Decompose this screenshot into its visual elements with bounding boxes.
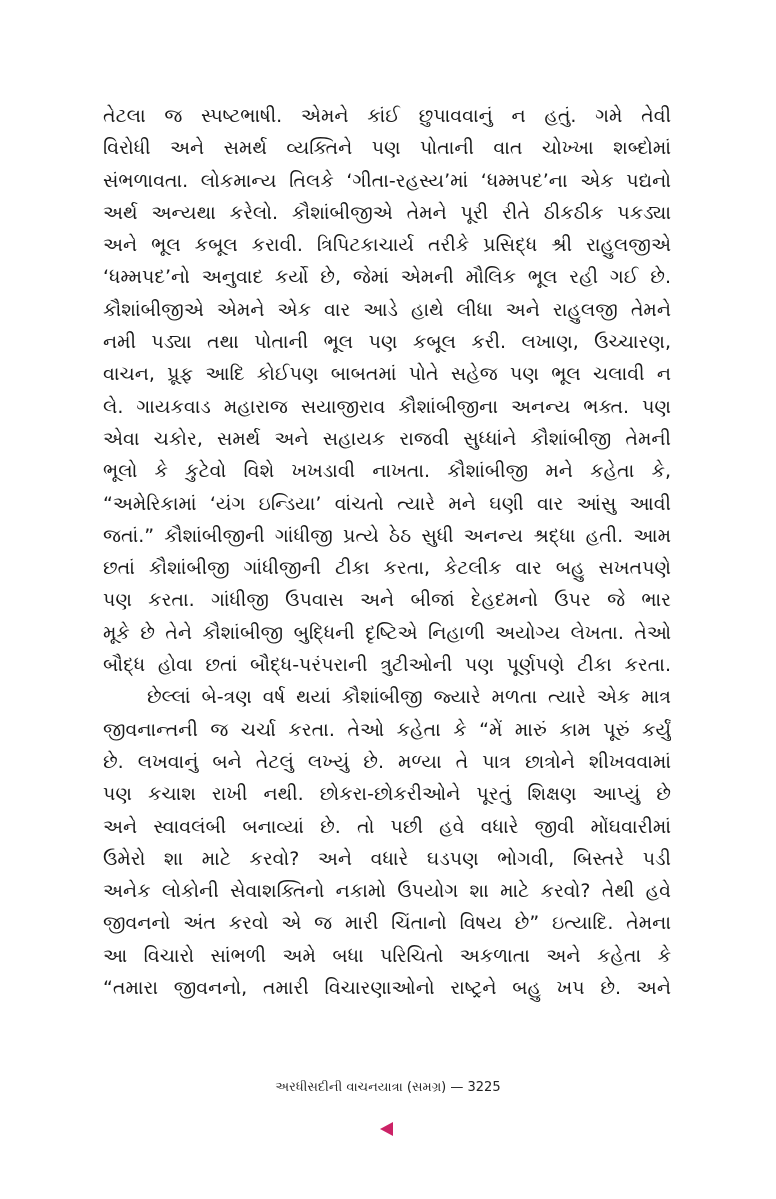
text-line: જીવનનો અંત કરવો એ જ મારી ચિંતાનો વિષય છે” ઇત્યાદિ. તેમના <box>103 912 671 935</box>
text-line: છે. લખવાનું બને તેટલું લખ્યું છે. મળ્યા તે પાત્ર છાત્રોને શીખવવામાં <box>103 750 671 773</box>
text-line: જીવનાન્તની જ ચર્ચા કરતા. તેઓ કહેતા કે “મેં મારું કામ પૂરું કર્યું <box>103 718 671 741</box>
previous-page-arrow-icon[interactable] <box>380 1122 393 1136</box>
text-line: અને ભૂલ કબૂલ કરાવી. ત્રિપિટકાચાર્ય તરીકે પ્રસિદ્ધ શ્રી રાહુલજીએ <box>103 234 671 257</box>
text-line: તેટલા જ સ્પષ્ટભાષી. એમને કાંઈ છુપાવવાનું ન હતું. ગમે તેવી <box>103 105 671 127</box>
text-line: છતાં કૌશાંબીજી ગાંધીજીની ટીકા કરતા, કેટલીક વાર બહુ સખતપણે <box>103 557 671 580</box>
text-line: પણ કચાશ રાખી નથી. છોકરા-છોકરીઓને પૂરતું શિક્ષણ આપ્યું છે <box>103 783 671 806</box>
text-line: વાચન, પ્રૂફ આદિ કોઈપણ બાબતમાં પોતે સહેજ પણ ભૂલ ચલાવી ન <box>103 363 671 386</box>
body-text <box>103 100 671 1004</box>
text-line: “અમેરિકામાં ‘યંગ ઇન્ડિયા’ વાંચતો ત્યારે મને ઘણી વાર આંસુ આવી <box>103 492 671 515</box>
text-line: વિરોધી અને સમર્થ વ્યક્તિને પણ પોતાની વાત ચોખ્ખા શબ્દોમાં <box>103 137 671 160</box>
text-line: ‘ધમ્મપદ’નો અનુવાદ કર્યો છે, જેમાં એમની મૌલિક ભૂલ રહી ગઈ છે. <box>103 266 671 289</box>
text-line: “તમારા જીવનનો, તમારી વિચારણાઓનો રાષ્ટ્રને બહુ ખપ છે. અને <box>103 977 671 1000</box>
paragraph-2 <box>103 681 671 1004</box>
text-line: કૌશાંબીજીએ એમને એક વાર આડે હાથે લીધા અને રાહુલજી તેમને <box>103 298 671 321</box>
text-line: એવા ચકોર, સમર્થ અને સહાયક રાજવી સુધ્ધાંને કૌશાંબીજી તેમની <box>103 427 671 450</box>
text-line: અને સ્વાવલંબી બનાવ્યાં છે. તો પછી હવે વધારે જીવી મોંઘવારીમાં <box>103 815 671 838</box>
text-line: પણ કરતા. ગાંધીજી ઉપવાસ અને બીજાં દેહદમનો ઉપર જે ભાર <box>103 589 671 612</box>
text-line: છેલ્લાં બે-ત્રણ વર્ષ થયાં કૌશાંબીજી જ્યારે મળતા ત્યારે એક માત્ર <box>147 686 671 709</box>
text-line: આ વિચારો સાંભળી અમે બધા પરિચિતો અકળાતા અને કહેતા કે <box>103 944 671 967</box>
text-line: ઉમેરો શા માટે કરવો? અને વધારે ઘડપણ ભોગવી, બિસ્તરે પડી <box>103 847 671 870</box>
text-line: સંભળાવતા. લોકમાન્ય તિલકે ‘ગીતા-રહસ્ય’માં ‘ધમ્મપદ’ના એક પદ્યનો <box>103 169 671 192</box>
text-line: અર્થ અન્યથા કરેલો. કૌશાંબીજીએ તેમને પૂરી રીતે ઠીકઠીક પકડ્યા <box>103 201 671 224</box>
text-line: નમી પડ્યા તથા પોતાની ભૂલ પણ કબૂલ કરી. લખાણ, ઉચ્ચારણ, <box>103 331 671 354</box>
text-line: લે. ગાયકવાડ મહારાજ સયાજીરાવ કૌશાંબીજીના અનન્ય ભક્ત. પણ <box>103 395 671 418</box>
page-footer: અરધીસદીની વાચનયાત્રા (સમગ્ર) — 3225 <box>275 1080 501 1095</box>
text-line: મૂકે છે તેને કૌશાંબીજી બુદ્ધિની દૃષ્ટિએ નિહાળી અયોગ્ય લેખતા. તેઓ <box>103 621 671 644</box>
text-line: જતાં.” કૌશાંબીજીની ગાંધીજી પ્રત્યે ઠેઠ સુધી અનન્ય શ્રદ્ધા હતી. આમ <box>103 524 671 547</box>
paragraph-1 <box>103 100 671 681</box>
text-line: બૌદ્ધ હોવા છતાં બૌદ્ધ-પરંપરાની ત્રુટીઓની પણ પૂર્ણપણે ટીકા કરતા. <box>103 654 671 677</box>
text-line: અનેક લોકોની સેવાશક્તિનો નકામો ઉપયોગ શા માટે કરવો? તેથી હવે <box>103 880 671 903</box>
text-line: ભૂલો કે કુટેવો વિશે ખખડાવી નાખતા. કૌશાંબીજી મને કહેતા કે, <box>103 460 671 483</box>
